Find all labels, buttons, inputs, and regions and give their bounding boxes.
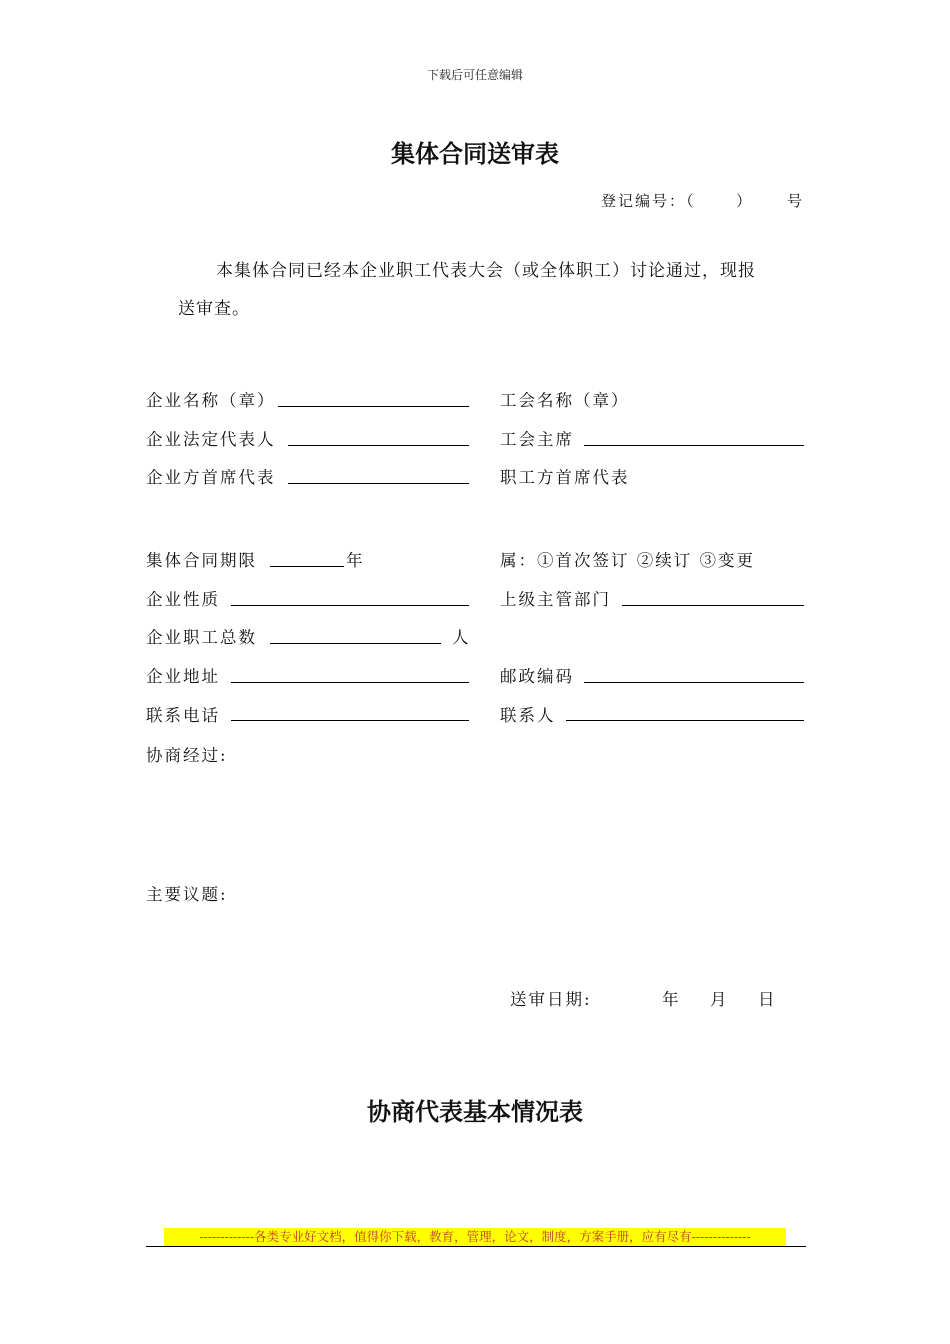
enterprise-name-field[interactable] bbox=[278, 406, 469, 407]
superior-dept-field[interactable] bbox=[622, 605, 804, 606]
contract-term-field[interactable] bbox=[270, 566, 344, 567]
intro-line-2: 送审查。 bbox=[178, 299, 250, 319]
ent-chief-rep-label: 企业方首席代表 bbox=[146, 468, 276, 487]
submit-year: 年 bbox=[662, 990, 681, 1009]
negotiation-label: 协商经过: bbox=[146, 746, 228, 765]
emp-chief-rep-label: 职工方首席代表 bbox=[500, 468, 630, 487]
intro-line-1: 本集体合同已经本企业职工代表大会（或全体职工）讨论通过，现报 bbox=[216, 261, 756, 281]
postcode-field[interactable] bbox=[584, 682, 804, 683]
contract-term-label: 集体合同期限 bbox=[146, 551, 257, 570]
union-name-label: 工会名称（章） bbox=[500, 391, 630, 410]
address-label: 企业地址 bbox=[146, 667, 220, 686]
contact-label: 联系人 bbox=[500, 706, 556, 725]
form-title: 集体合同送审表 bbox=[391, 140, 559, 168]
contract-type-options: 属：①首次签订 ②续订 ③变更 bbox=[500, 551, 755, 570]
legal-rep-field[interactable] bbox=[288, 445, 469, 446]
header-note: 下载后可任意编辑 bbox=[426, 68, 523, 82]
second-form-title: 协商代表基本情况表 bbox=[367, 1098, 583, 1126]
union-chair-label: 工会主席 bbox=[500, 430, 574, 449]
footer-banner: -------------各类专业好文档，值得你下载，教育，管理，论文，制度，方案手册，应有尽有-------------- bbox=[164, 1228, 786, 1246]
address-field[interactable] bbox=[231, 682, 469, 683]
superior-dept-label: 上级主管部门 bbox=[500, 590, 611, 609]
legal-rep-label: 企业法定代表人 bbox=[146, 430, 276, 449]
postcode-label: 邮政编码 bbox=[500, 667, 574, 686]
person-unit: 人 bbox=[452, 628, 471, 647]
ent-nature-label: 企业性质 bbox=[146, 590, 220, 609]
phone-label: 联系电话 bbox=[146, 706, 220, 725]
main-topics-label: 主要议题: bbox=[146, 885, 228, 904]
submit-day: 日 bbox=[758, 990, 777, 1009]
year-unit: 年 bbox=[346, 551, 365, 570]
registration-number: 登记编号：（ ） 号 bbox=[601, 192, 804, 210]
total-staff-label: 企业职工总数 bbox=[146, 628, 257, 647]
footer-divider bbox=[146, 1246, 806, 1247]
ent-nature-field[interactable] bbox=[231, 605, 469, 606]
submit-month: 月 bbox=[710, 990, 729, 1009]
union-chair-field[interactable] bbox=[584, 445, 804, 446]
contact-field[interactable] bbox=[566, 720, 804, 721]
submit-date-label: 送审日期: bbox=[510, 990, 592, 1009]
ent-chief-rep-field[interactable] bbox=[288, 483, 469, 484]
total-staff-field[interactable] bbox=[270, 643, 441, 644]
phone-field[interactable] bbox=[231, 720, 469, 721]
enterprise-name-label: 企业名称（章） bbox=[146, 391, 276, 410]
intro-paragraph bbox=[178, 252, 806, 328]
